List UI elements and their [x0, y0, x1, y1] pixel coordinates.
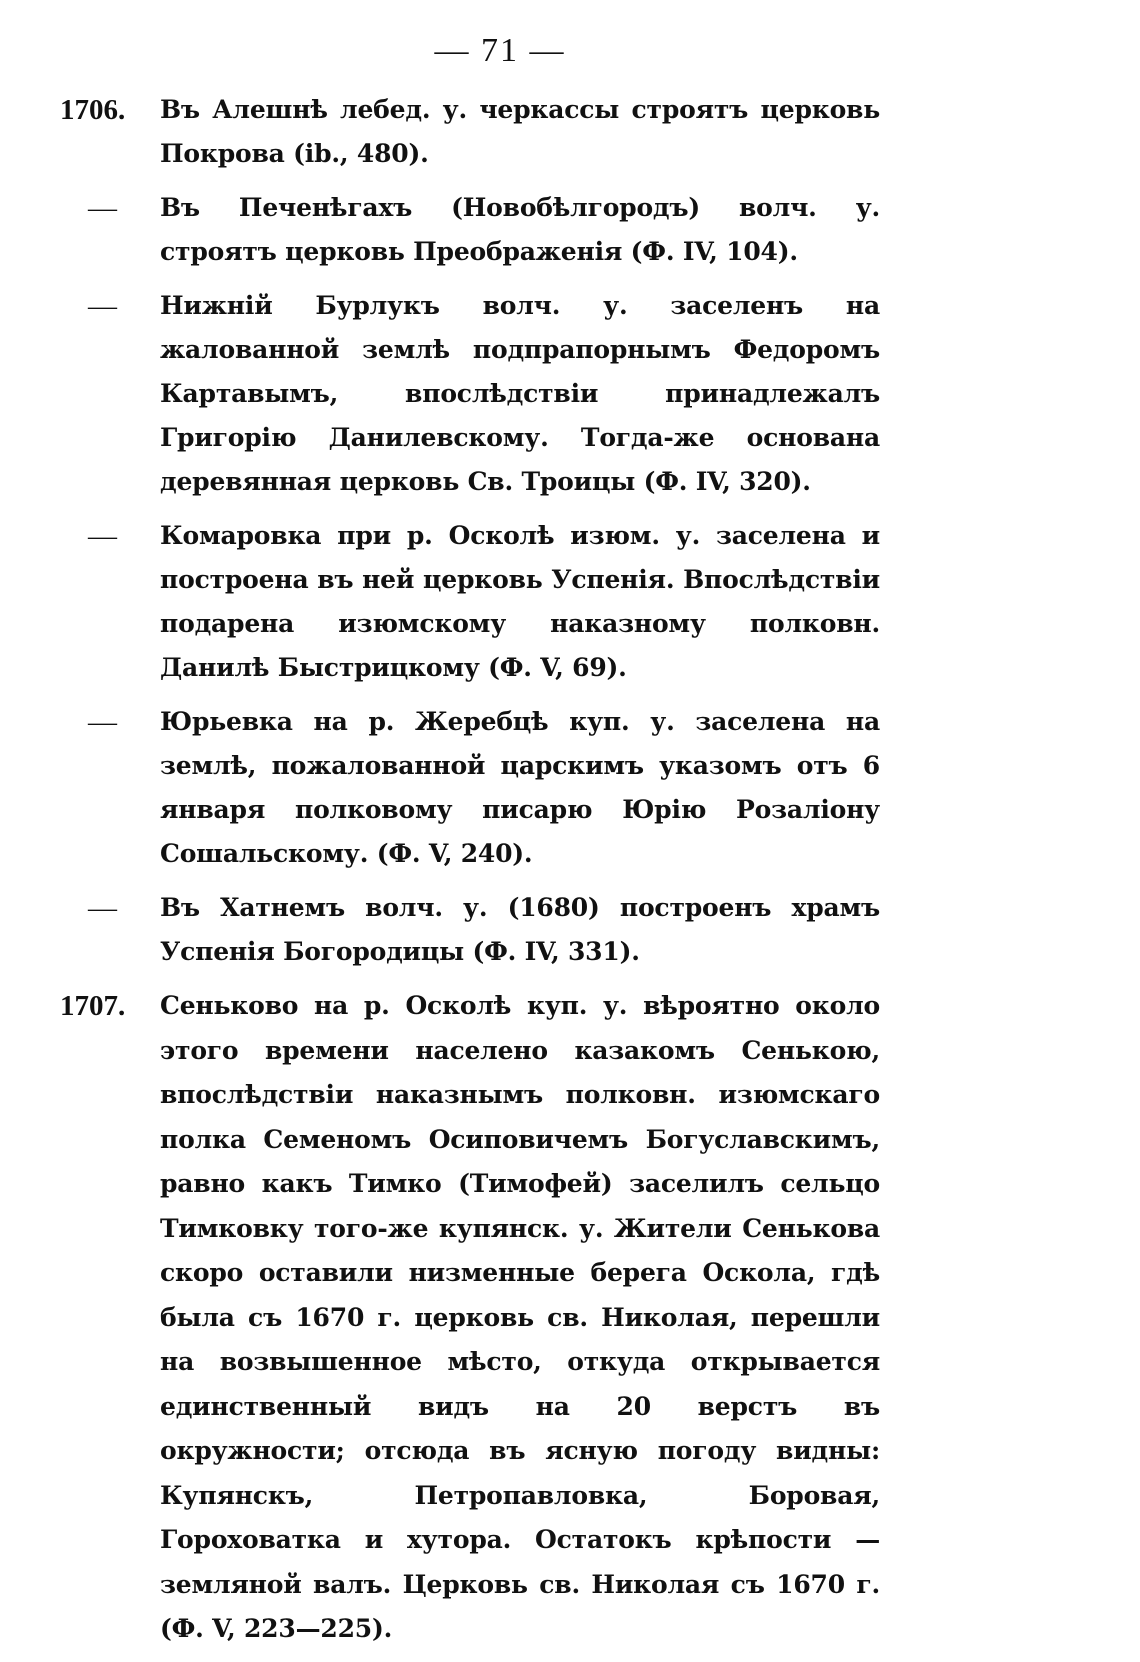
entry-pechenegi [60, 186, 880, 274]
entry-year: 1706. [60, 94, 126, 126]
entry-dash: — [88, 520, 117, 552]
entries-list [60, 88, 880, 1662]
entry-dash: — [88, 892, 117, 924]
entry-text: Въ Хатнемъ волч. у. (1680) построенъ храмъ Успенія Богородицы (Ф. IV, 331). [160, 893, 880, 966]
entry-dash: — [88, 706, 117, 738]
entry-yurievka [60, 700, 880, 876]
entry-text: Въ Печенѣгахъ (Новобѣлгородъ) волч. у. строятъ церковь Преображенія (Ф. IV, 104). [160, 193, 880, 266]
entry-komarovka [60, 514, 880, 690]
entry-text: Комаровка при р. Осколѣ изюм. у. заселена и построена въ ней церковь Успенія. Впослѣдствіи подарена изюмскому наказному полковн. Данилѣ Быстрицкому (Ф. V, 69). [160, 521, 880, 682]
entry-1706-aleshnya [60, 88, 880, 176]
entry-nizhniy-burluk [60, 284, 880, 504]
entry-text: Юрьевка на р. Жеребцѣ куп. у. заселена на землѣ, пожалованной царскимъ указомъ отъ 6 января полковому писарю Юрію Розаліону Сошальскому. (Ф. V, 240). [160, 707, 880, 868]
entry-text: Сеньково на р. Осколѣ куп. у. вѣроятно около этого времени населено казакомъ Сенькою, впослѣдствіи наказнымъ полковн. изюмскаго полка Семеномъ Осиповичемъ Богуславскимъ, равно какъ Тимко (Тимофей) заселилъ сельцо Тимковку того-же купянск. у. Жители Сенькова скоро оставили низменные берега Оскола, гдѣ была съ 1670 г. церковь св. Николая, перешли на возвышенное мѣсто, откуда открывается единственный видъ на 20 верстъ въ окружности; отсюда въ ясную погоду видны: Купянскъ, Петропавловка, Боровая, Гороховатка и хутора. Остатокъ крѣпости — земляной валъ. Церковь св. Николая съ 1670 г. (Ф. V, 223—225). [160, 991, 880, 1643]
entry-text: Въ Алешнѣ лебед. у. черкассы строятъ церковь Покрова (ib., 480). [160, 95, 880, 168]
entry-khatnee [60, 886, 880, 974]
page-number: — 71 — [434, 32, 566, 69]
entry-dash: — [88, 290, 117, 322]
entry-year: 1707. [60, 990, 126, 1022]
entry-1707-senkovo [60, 984, 880, 1652]
entry-dash: — [88, 192, 117, 224]
entry-text: Нижній Бурлукъ волч. у. заселенъ на жалованной землѣ подпрапорнымъ Федоромъ Картавымъ, впослѣдствіи принадлежалъ Григорію Данилевскому. Тогда-же основана деревянная церковь Св. Троицы (Ф. IV, 320). [160, 291, 880, 496]
